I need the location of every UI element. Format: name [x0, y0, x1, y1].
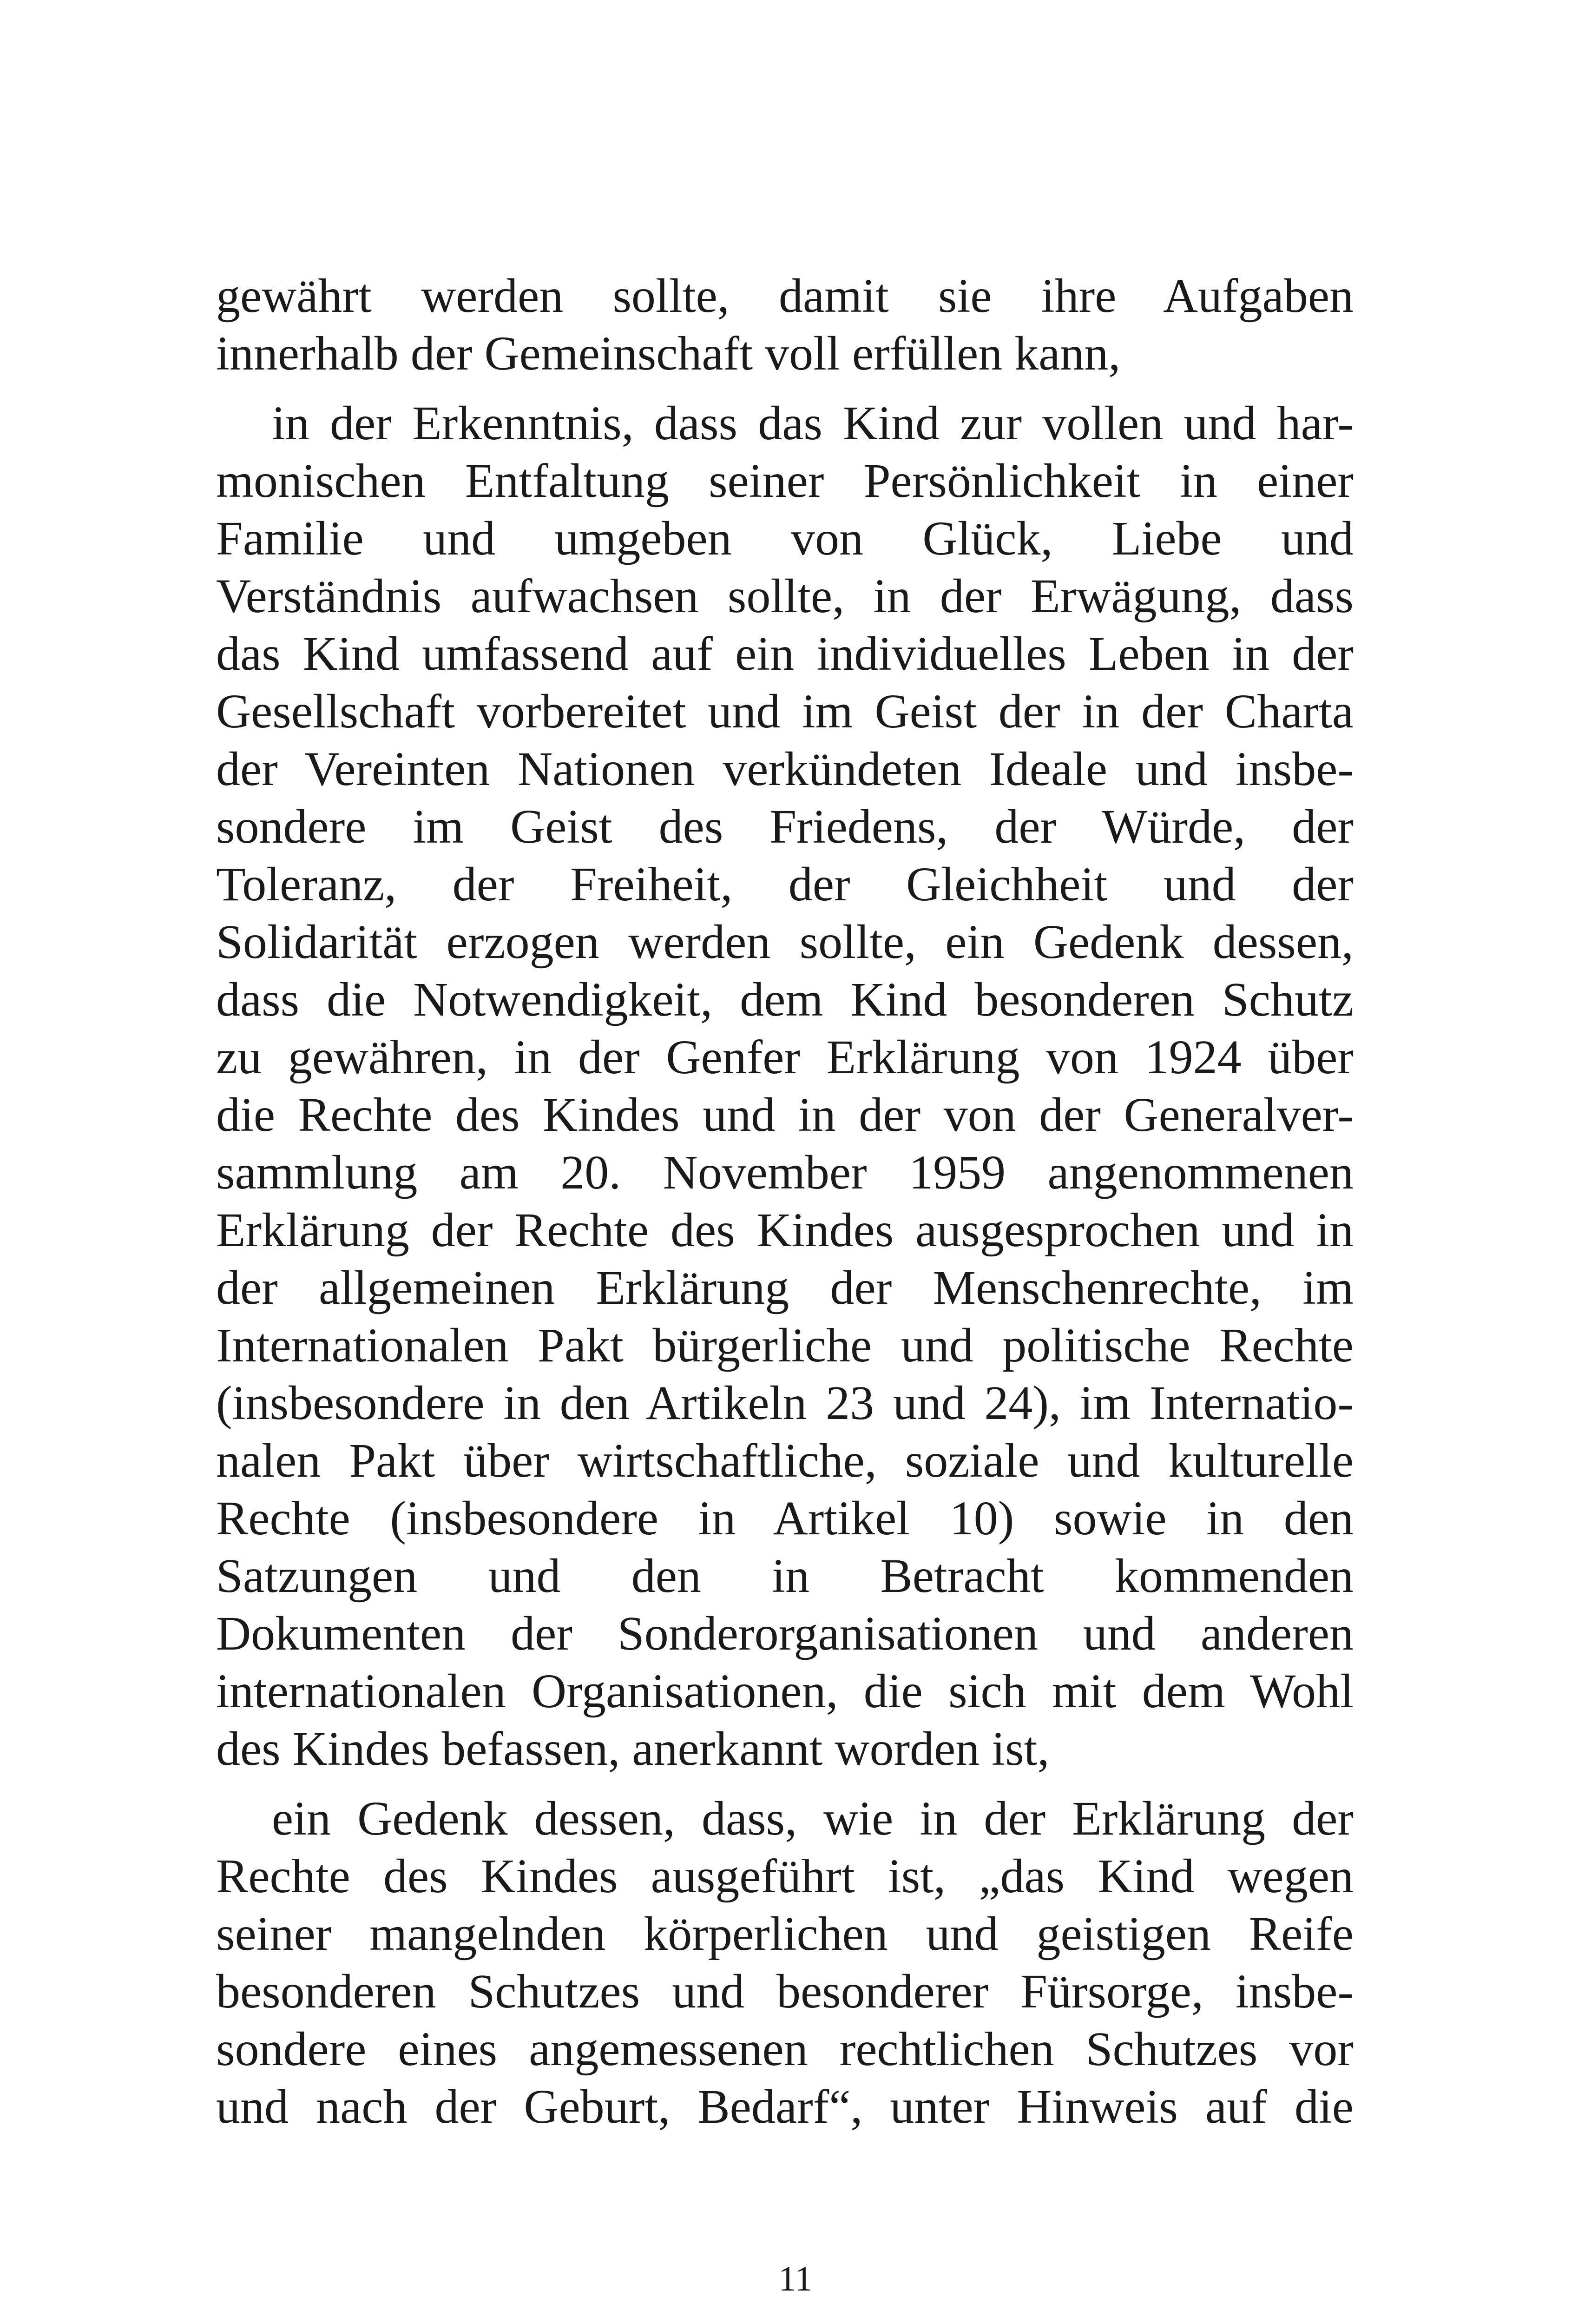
paragraph-3	[216, 1790, 1354, 2136]
text-line: Solidarität erzogen werden sollte, ein Gedenk dessen,	[216, 915, 1354, 969]
text-line: in der Erkenntnis, dass das Kind zur vollen und har-	[272, 396, 1354, 450]
text-line: zu gewähren, in der Genfer Erklärung von 1924 über	[216, 1030, 1354, 1084]
text-line: Dokumenten der Sonderorganisationen und anderen	[216, 1607, 1354, 1660]
text-line: der allgemeinen Erklärung der Menschenrechte, im	[216, 1261, 1354, 1314]
text-line: Verständnis aufwachsen sollte, in der Erwägung, dass	[216, 569, 1354, 623]
text-line: Familie und umgeben von Glück, Liebe und	[216, 512, 1354, 565]
text-line: besonderen Schutzes und besonderer Fürsorge, insbe-	[216, 1965, 1354, 2018]
text-line: sondere im Geist des Friedens, der Würde, der	[216, 800, 1354, 853]
text-line: internationalen Organisationen, die sich mit dem Wohl	[216, 1664, 1354, 1718]
text-line: der Vereinten Nationen verkündeten Ideale und insbe-	[216, 742, 1354, 796]
text-line: gewährt werden sollte, damit sie ihre Aufgaben	[216, 269, 1354, 323]
text-line: sondere eines angemessenen rechtlichen Schutzes vor	[216, 2022, 1354, 2076]
page-number: 11	[778, 2259, 813, 2298]
paragraph-2	[216, 395, 1354, 1778]
text-line: Erklärung der Rechte des Kindes ausgesprochen und in	[216, 1203, 1354, 1257]
text-line: Satzungen und den in Betracht kommenden	[216, 1549, 1354, 1603]
text-line: ein Gedenk dessen, dass, wie in der Erklärung der	[272, 1792, 1354, 1845]
text-line: das Kind umfassend auf ein individuelles Leben in der	[216, 627, 1354, 680]
body-text	[216, 267, 1354, 2136]
text-line: Rechte des Kindes ausgeführt ist, „das Kind wegen	[216, 1849, 1354, 1903]
text-line: und nach der Geburt, Bedarf“, unter Hinweis auf die	[216, 2080, 1354, 2133]
text-line: Gesellschaft vorbereitet und im Geist der in der Charta	[216, 685, 1354, 738]
text-line: des Kindes befassen, anerkannt worden ist,	[216, 1722, 1050, 1776]
paragraph-1	[216, 267, 1354, 383]
text-line: Rechte (insbesondere in Artikel 10) sowie in den	[216, 1492, 1354, 1545]
text-line: seiner mangelnden körperlichen und geistigen Reife	[216, 1907, 1354, 1961]
text-line: (insbesondere in den Artikeln 23 und 24), im Internatio-	[216, 1376, 1354, 1430]
text-line: die Rechte des Kindes und in der von der Generalver-	[216, 1088, 1354, 1142]
text-line: Internationalen Pakt bürgerliche und politische Rechte	[216, 1319, 1354, 1372]
text-line: dass die Notwendigkeit, dem Kind besonderen Schutz	[216, 973, 1354, 1026]
text-line: Toleranz, der Freiheit, der Gleichheit und der	[216, 858, 1354, 911]
paragraph-gap	[216, 383, 1354, 395]
text-line: sammlung am 20. November 1959 angenommenen	[216, 1146, 1354, 1199]
text-line: nalen Pakt über wirtschaftliche, soziale und kulturelle	[216, 1434, 1354, 1487]
text-line: innerhalb der Gemeinschaft voll erfüllen kann,	[216, 327, 1121, 380]
paragraph-gap	[216, 1778, 1354, 1790]
text-line: monischen Entfaltung seiner Persönlichkeit in einer	[216, 454, 1354, 508]
